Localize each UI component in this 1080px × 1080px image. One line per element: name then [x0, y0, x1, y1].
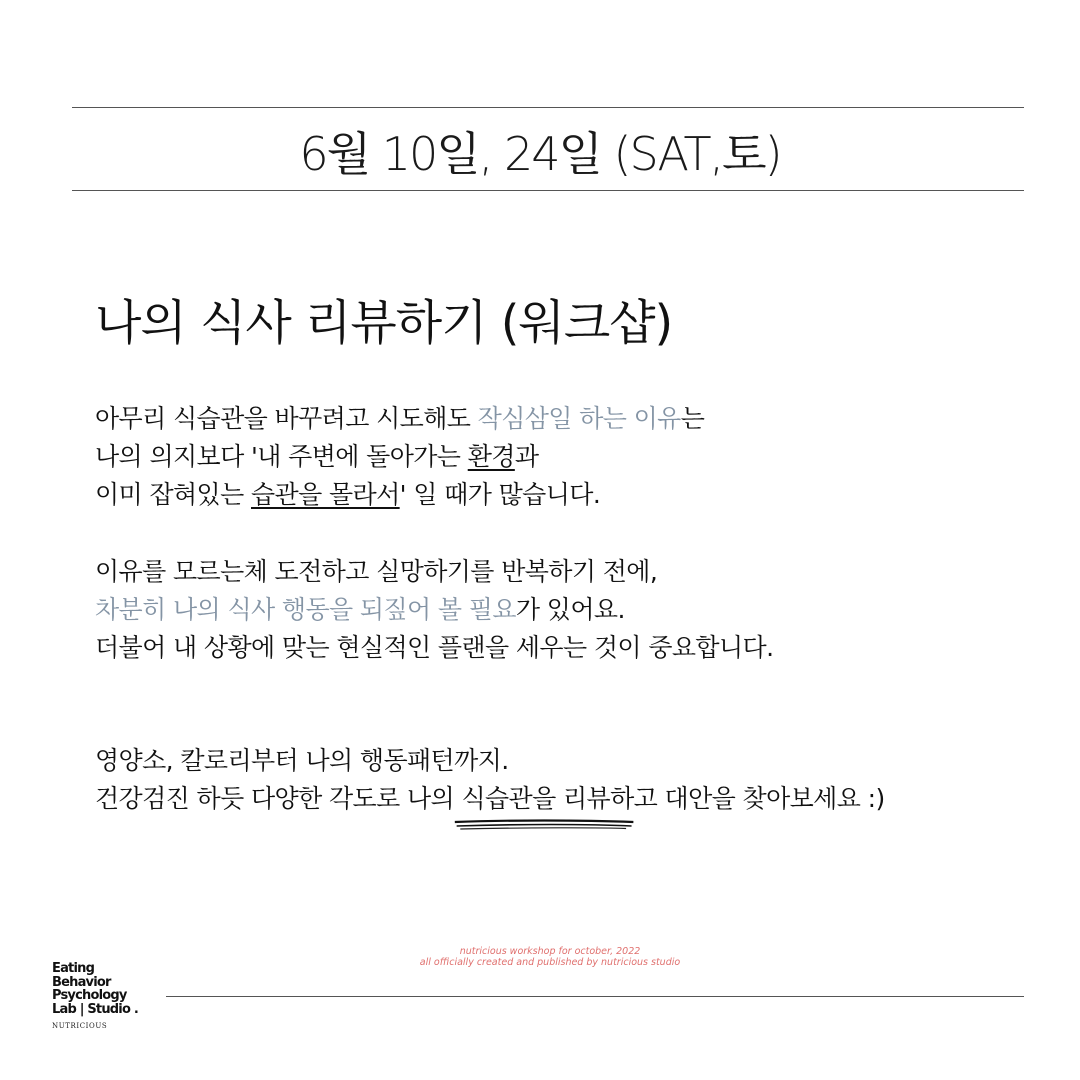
closing-line-1: 영양소, 칼로리부터 나의 행동패턴까지. [95, 746, 509, 775]
logo-subtitle: NUTRICIOUS [52, 1022, 108, 1030]
intro-line-1: 아무리 식습관을 바꾸려고 시도해도 작심삼일 하는 이유는 [95, 404, 705, 433]
reason-paragraph [95, 553, 773, 667]
logo-line: Psychology [52, 988, 127, 1003]
intro-line-2: 나의 의지보다 '내 주변에 돌아가는 환경과 [95, 442, 539, 471]
header-divider [72, 190, 1024, 191]
credits [400, 946, 700, 968]
closing-line-2: 건강검진 하듯 다양한 각도로 나의 식습관을 리뷰하 고 대안을 찾아보세요 :) [95, 780, 885, 818]
highlight-text: 작심삼일 하는 이유 [477, 404, 681, 433]
highlight-text: 차분히 나의 식사 행동을 되짚어 볼 필요 [95, 595, 516, 624]
page-title: 나의 식사 리뷰하기 (워크샵) [95, 295, 673, 351]
reason-line-1: 이유를 모르는체 도전하고 실망하기를 반복하기 전에, [95, 557, 658, 586]
intro-line-3: 이미 잡혀있는 습관을 몰라서' 일 때가 많습니다. [95, 480, 601, 509]
reason-line-2: 차분히 나의 식사 행동을 되짚어 볼 필요가 있어요. [95, 595, 625, 624]
logo-line: Behavior [52, 974, 111, 990]
logo-line: Lab | Studio . [52, 1001, 138, 1017]
underlined-text: 습관을 몰라서 [251, 480, 400, 509]
brush-stroke-underline [453, 818, 635, 830]
footer-divider [166, 996, 1024, 997]
top-divider [72, 107, 1024, 108]
event-date: 6월 10일, 24일 (SAT,토) [299, 127, 781, 181]
credit-line-2: all officially created and published by nutricious studio [419, 957, 681, 968]
logo-line: Eating [52, 961, 95, 976]
reason-line-3: 더불어 내 상황에 맞는 현실적인 플랜을 세우는 것이 중요합니다. [95, 633, 774, 662]
closing-paragraph [95, 742, 885, 818]
underlined-text: 환경 [467, 442, 515, 471]
intro-paragraph [95, 400, 704, 514]
studio-logo [52, 962, 138, 1030]
credit-line-1: nutricious workshop for october, 2022 [459, 946, 641, 957]
brush-underlined-text: 식습관을 리뷰하 [461, 780, 633, 818]
